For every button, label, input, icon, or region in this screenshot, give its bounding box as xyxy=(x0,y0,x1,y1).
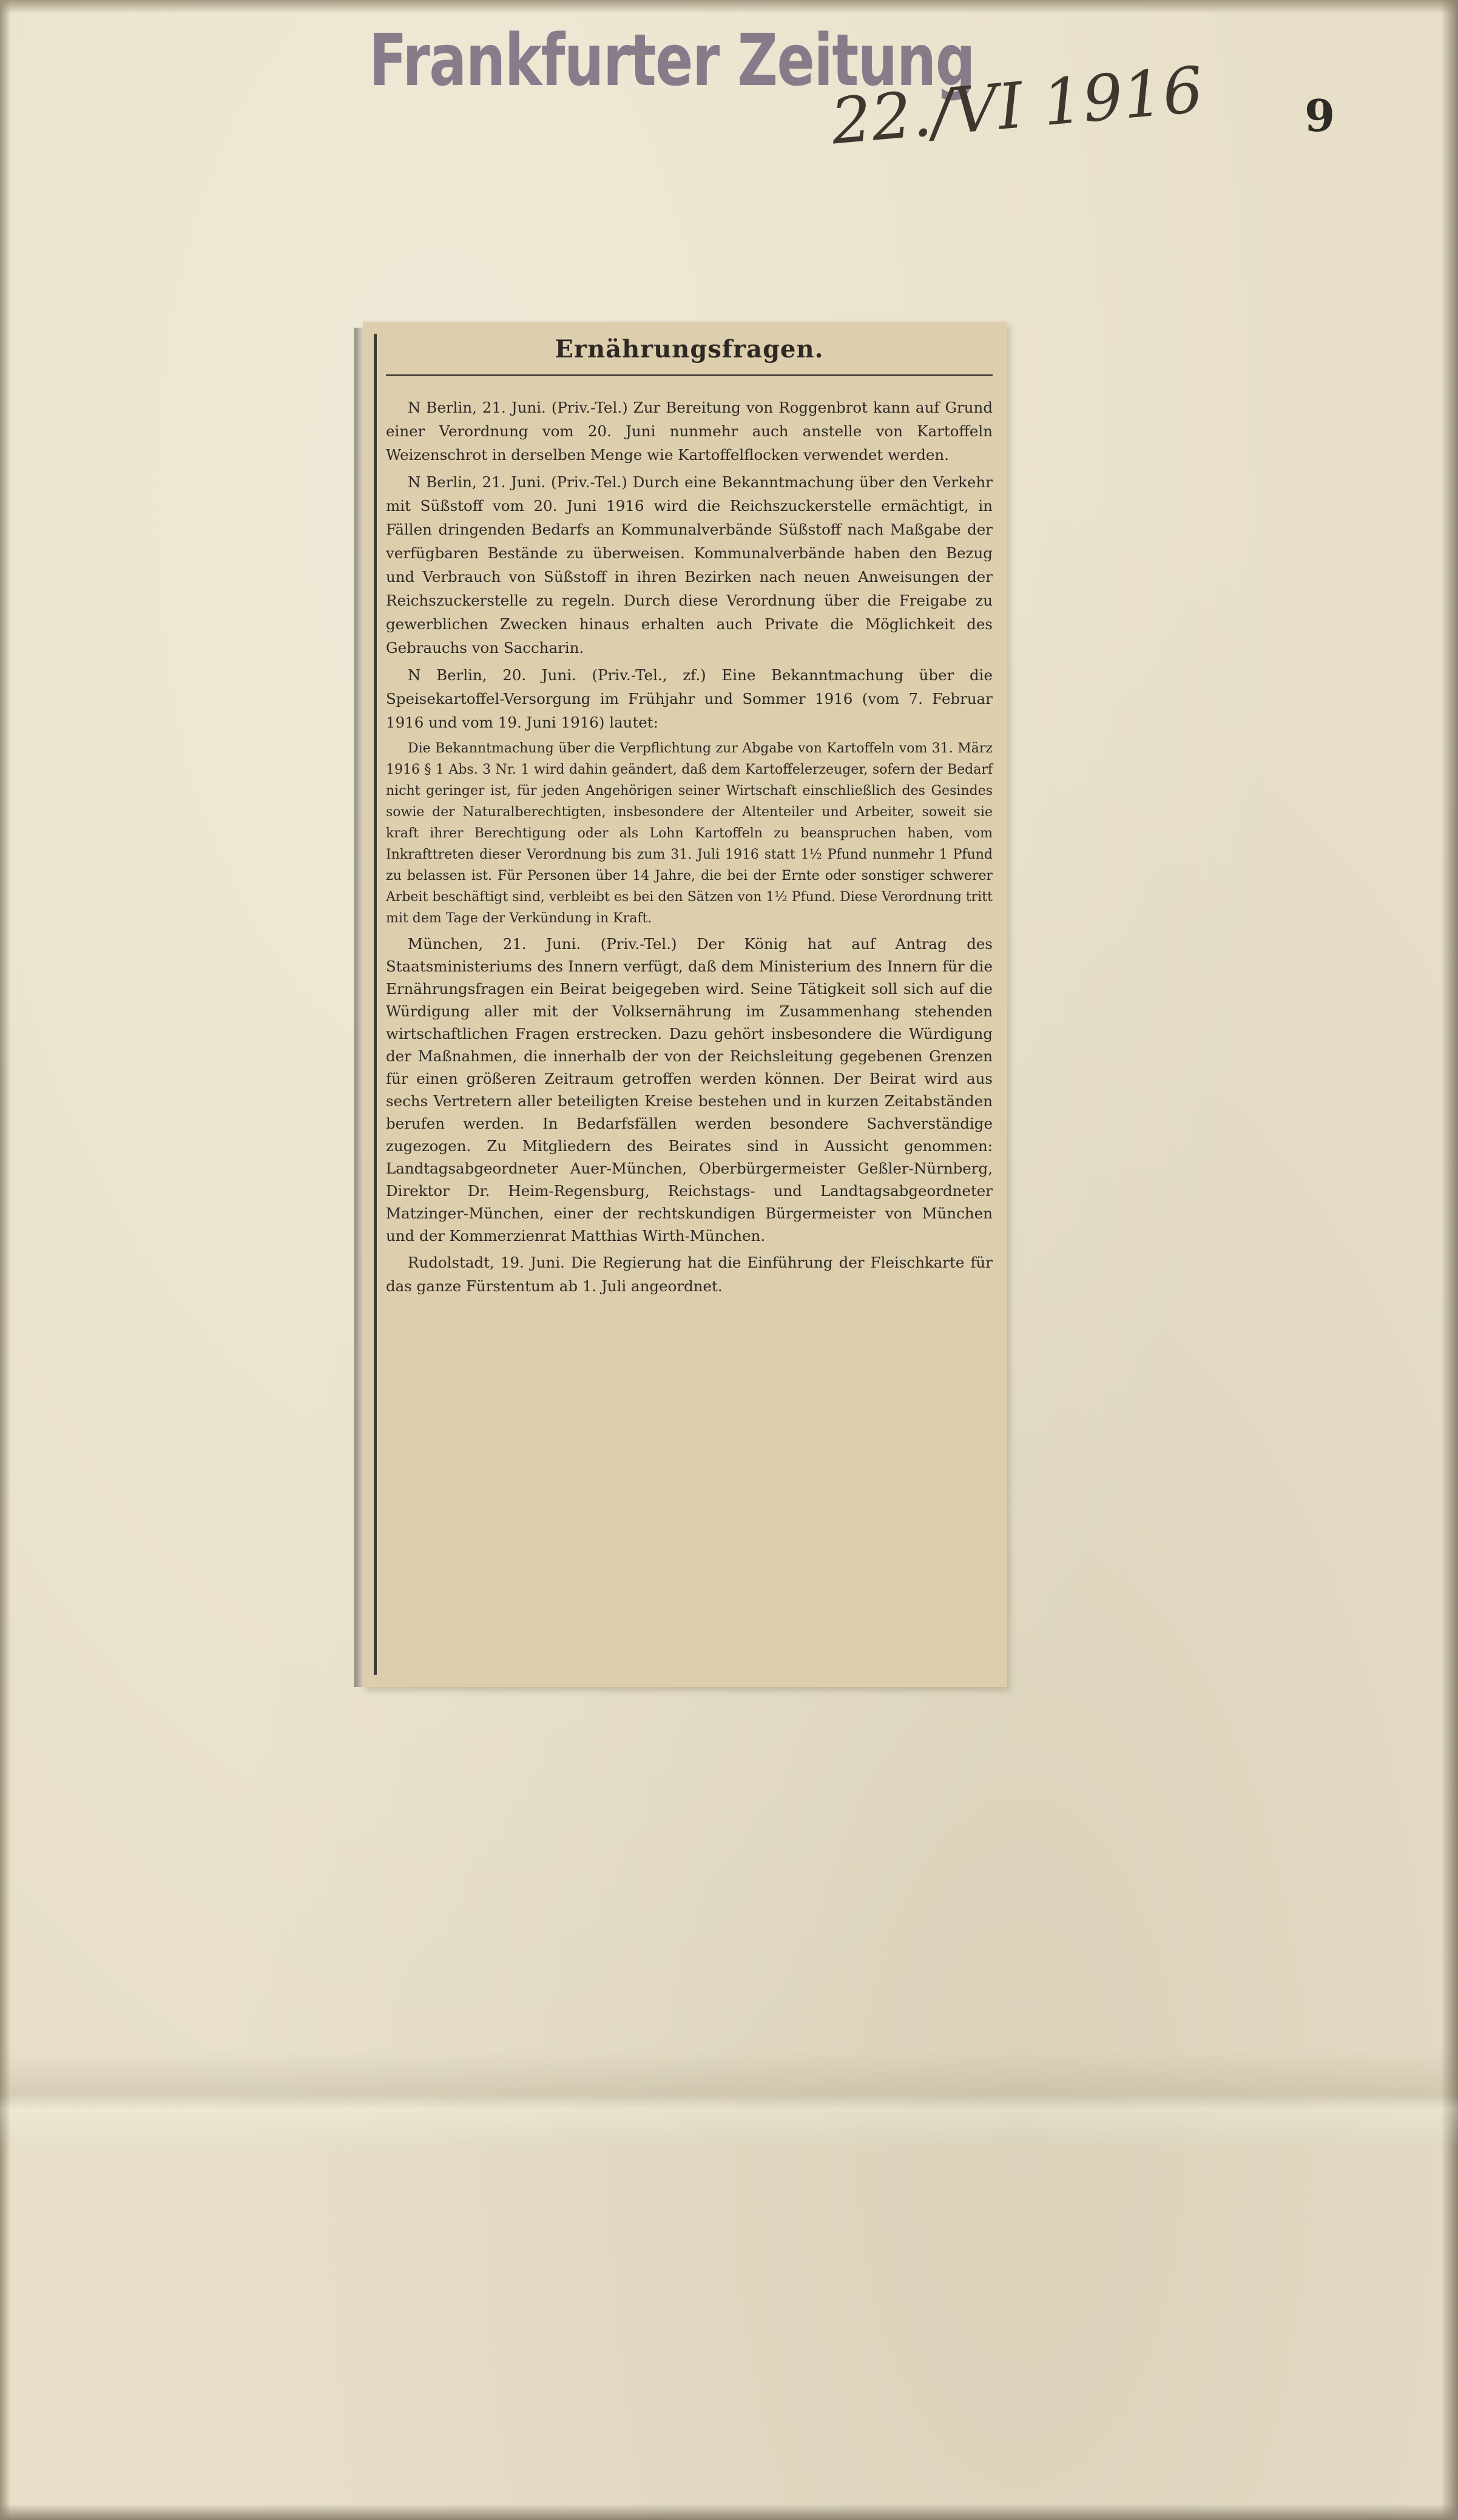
article-paragraph: München, 21. Juni. (Priv.-Tel.) Der König hat auf Antrag des Staatsministeriums des Innern verfügt, daß dem Ministerium des Innern für die Ernährungsfragen ein Beirat beigegeben wird. Seine Tätigkeit soll sich auf die Würdigung aller mit der Volksernährung im Zusammenhang stehenden wirtschaftlichen Fragen erstrecken. Dazu gehört insbesondere die Würdigung der Maßnahmen, die innerhalb der von der Reichsleitung gegebenen Grenzen für einen größeren Zeitraum getroffen werden können. Der Beirat wird aus sechs Vertretern aller beteiligten Kreise bestehen und in kurzen Zeitabständen berufen werden. In Bedarfsfällen werden besondere Sachverständige zugezogen. Zu Mitgliedern des Beirates sind in Aussicht genommen: Landtagsabgeordneter Auer-München, Oberbürgermeister Geßler-Nürnberg, Direktor Dr. Heim-Regensburg, Reichstags- und Landtagsabgeordneter Matzinger-München, einer der rechtskundigen Bürgermeister von München und der Kommerzienrat Matthias Wirth-München. xyxy=(386,935,993,1245)
article-paragraph: N Berlin, 21. Juni. (Priv.-Tel.) Zur Bereitung von Roggenbrot kann auf Grund einer Verordnung vom 20. Juni nunmehr auch anstelle von Kartoffeln Weizenschrot in derselben Menge wie Kartoffelflocken verwendet werden. xyxy=(386,399,993,464)
clipping-shadow xyxy=(354,328,363,1687)
page-number: 9 xyxy=(1304,90,1335,141)
paper-fold xyxy=(0,2051,1458,2148)
article xyxy=(386,335,993,1302)
article-paragraph: Rudolstadt, 19. Juni. Die Regierung hat die Einführung der Fleischkarte für das ganze Fürstentum ab 1. Juli angeordnet. xyxy=(386,1254,993,1295)
newspaper-stamp: Frankfurter Zeitung xyxy=(369,18,975,102)
newspaper-clipping xyxy=(363,322,1007,1687)
article-title: Ernährungsfragen. xyxy=(386,335,993,376)
handwritten-date: 22./VI 1916 xyxy=(828,52,1206,159)
article-paragraph: N Berlin, 21. Juni. (Priv.-Tel.) Durch eine Bekanntmachung über den Verkehr mit Süßstoff vom 20. Juni 1916 wird die Reichszuckerstelle ermächtigt, in Fällen dringenden Bedarfs an Kommunalverbände Süßstoff nach Maßgabe der verfügbaren Bestände zu überweisen. Kommunalverbände haben den Bezug und Verbrauch von Süßstoff in ihren Bezirken nach neuen Anweisungen der Reichszuckerstelle zu regeln. Durch diese Verordnung über die Freigabe zu gewerblichen Zwecken hinaus erhalten auch Private die Möglichkeit des Gebrauchs von Saccharin. xyxy=(386,473,993,657)
article-paragraph: N Berlin, 20. Juni. (Priv.-Tel., zf.) Eine Bekanntmachung über die Speisekartoffel-Versorgung im Frühjahr und Sommer 1916 (vom 7. Februar 1916 und vom 19. Juni 1916) lautet: xyxy=(386,666,993,731)
column-rule xyxy=(374,334,377,1675)
article-quote: Die Bekanntmachung über die Verpflichtung zur Abgabe von Kartoffeln vom 31. März 1916 § 1 Abs. 3 Nr. 1 wird dahin geändert, daß dem Kartoffelerzeuger, sofern der Bedarf nicht geringer ist, für jeden Angehörigen seiner Wirtschaft einschließlich des Gesindes sowie der Naturalberechtigten, insbesondere der Altenteiler und Arbeiter, soweit sie kraft ihrer Berechtigung oder als Lohn Kartoffeln zu beanspruchen haben, vom Inkrafttreten dieser Verordnung bis zum 31. Juli 1916 statt 1½ Pfund nunmehr 1 Pfund zu belassen ist. Für Personen über 14 Jahre, die bei der Ernte oder sonstiger schwerer Arbeit beschäftigt sind, verbleibt es bei den Sätzen von 1½ Pfund. Diese Verordnung tritt mit dem Tage der Verkündung in Kraft. xyxy=(386,741,993,926)
